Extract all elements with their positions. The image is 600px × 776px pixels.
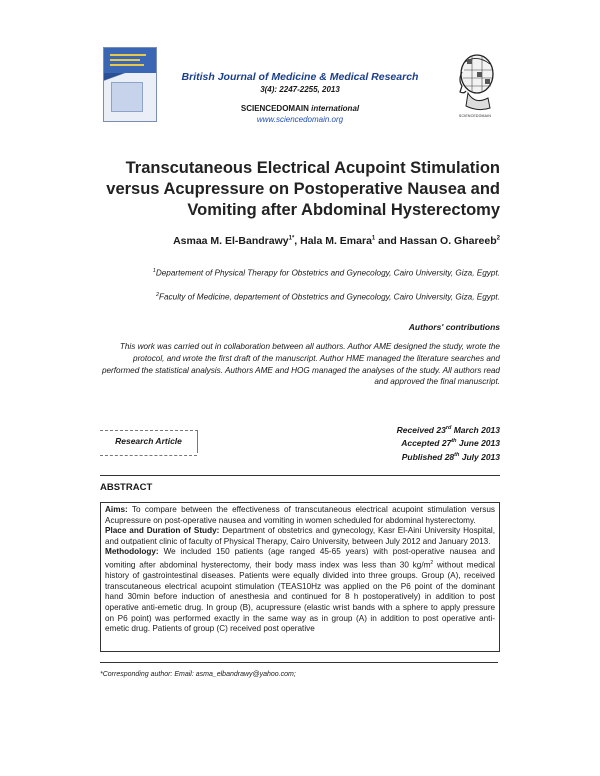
divider	[100, 455, 197, 456]
accepted-date: Accepted 27th June 2013	[401, 438, 500, 449]
abstract-heading: ABSTRACT	[100, 482, 153, 493]
contributions-text: This work was carried out in collaboration between all authors. Author AME designed the study, wrote the protocol, and wrote the first draft of the manuscript. Author HME managed the literature searches and performed the statistical analysis. Authors AME and HOG managed the analyses of the study. All authors read and approved the final manuscript.	[101, 342, 500, 387]
corresponding-author-footnote: *Corresponding author: Email: asma_elbandrawy@yahoo.com;	[100, 671, 296, 678]
publication-dates	[300, 423, 500, 463]
abstract-place: Place and Duration of Study: Department of obstetrics and gynecology, Kasr El-Aini University Hospital, and outpatient clinic of faculty of Physical Therapy, Cairo University, between July 2012 and January 2013.	[105, 526, 495, 546]
published-date: Published 28th July 2013	[401, 451, 500, 462]
publisher-website-link[interactable]: www.sciencedomain.org	[256, 115, 344, 124]
affiliation-2: $^2$Faculty of Medicine, departement of Obstetrics and Gynecology, Cairo University, Giza, Egypt.	[155, 292, 500, 302]
abstract-methodology: Methodology: We included 150 patients (age ranged 45-65 years) with post-operative nausea and vomiting after abdominal hysterectomy, their body mass index was less than 30 $kg/m^2$ without medical history of gastrointestinal diseases. Patients were equally divided into three groups. Group (A), received transcutaneous electrical acupoint stimulation (TEAS10Hz was applied on the P6 point of the dominant hand 30min before induction of anesthesia and continued for 8 h postoperatively) in addition to post operative anti-emetic drug. In group (B), acupressure (elastic wrist bands with a sphere to apply pressure on P6 point) was performed exactly in the same way as in group (A) in addition to post operative anti-emetic drug. Patients of group (C) received post operative	[105, 547, 495, 634]
author-name: Asmaa M. El-Bandrawy	[173, 235, 289, 247]
affiliation-1: $^1$Departement of Physical Therapy for Obstetrics and Gynecology, Cairo University, Giza, Egypt.	[152, 268, 500, 278]
divider	[100, 662, 498, 663]
abstract-box	[100, 502, 500, 652]
journal-cover-image	[103, 47, 157, 122]
received-date: Received 23rd March 2013	[396, 424, 500, 435]
author-list: Asmaa M. El-Bandrawy$^{1*}$, Hala M. Emara$^1$ and Hassan O. Ghareeb$^2$	[173, 235, 500, 247]
contributions-heading: Authors' contributions	[408, 322, 500, 332]
head-logo-icon	[450, 50, 500, 114]
publisher-logo: SCIENCEDOMAIN	[450, 50, 500, 122]
author-name: Hassan O. Ghareeb	[399, 235, 497, 247]
publisher-name: SCIENCEDOMAIN international	[240, 104, 360, 113]
abstract-aims: Aims: To compare between the effectiveness of transcutaneous electrical acupoint stimulation versus Acupressure on post-operative nausea and vomiting in women scheduled for abdominal hysterectomy.	[105, 505, 495, 525]
journal-volume: 3(4): 2247-2255, 2013	[260, 85, 340, 94]
divider	[100, 475, 500, 476]
journal-name: British Journal of Medicine & Medical Research	[181, 71, 419, 83]
article-type-label: Research Article	[115, 436, 182, 446]
paper-title: Transcutaneous Electrical Acupoint Stimulation versus Acupressure on Postoperative Nausea and Vomiting after Abdominal Hysterectomy	[106, 159, 500, 219]
author-name: Hala M. Emara	[300, 235, 372, 247]
